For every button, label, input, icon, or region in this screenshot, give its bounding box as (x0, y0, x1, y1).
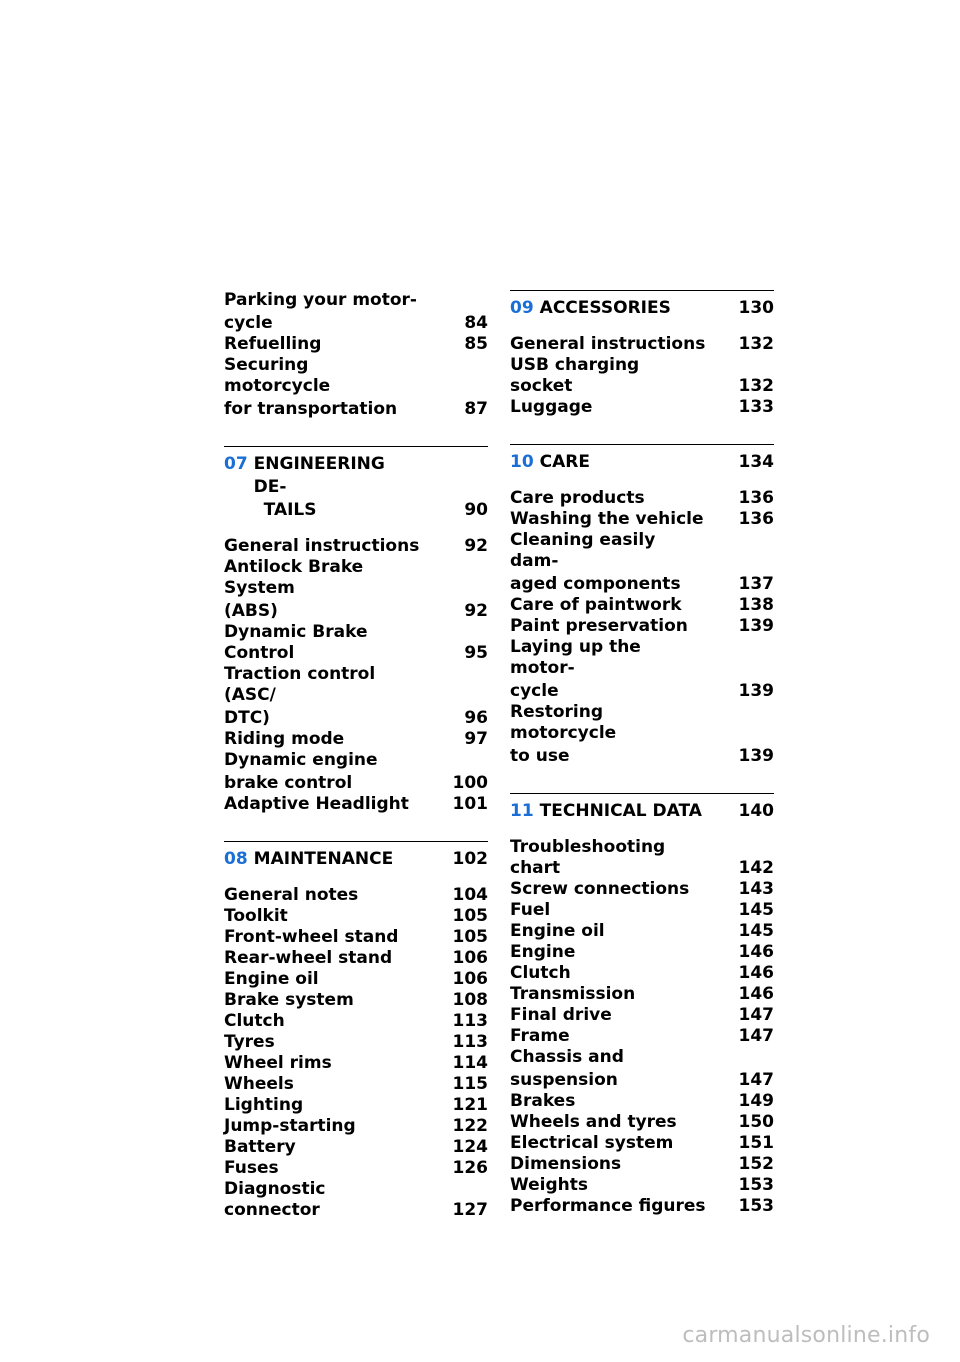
toc-entry-title (510, 637, 718, 702)
toc-entry-title (224, 1179, 432, 1221)
toc-entry-title-line: Adaptive Headlight (224, 794, 409, 814)
toc-entry-title-line: Jump-starting (224, 1116, 356, 1136)
toc-section (510, 793, 774, 1217)
toc-entry[interactable] (224, 750, 488, 794)
toc-entry-title (224, 557, 432, 622)
toc-entry-page: 139 (738, 681, 774, 701)
toc-entry-title-line: Antilock Brake System (224, 557, 364, 598)
toc-entry[interactable] (510, 942, 774, 963)
toc-entry-title (510, 1133, 718, 1154)
toc-entry-title (510, 1005, 718, 1026)
toc-entry[interactable] (224, 664, 488, 729)
section-title-line: TECHNICAL DATA (539, 801, 702, 821)
toc-entry-title-line: Electrical system (510, 1133, 674, 1153)
toc-entry[interactable] (224, 355, 488, 420)
toc-entry-page: 115 (452, 1074, 488, 1094)
toc-entry-title (510, 530, 718, 595)
toc-entry-title-line: Brake system (224, 990, 354, 1010)
toc-section-heading[interactable] (510, 444, 774, 474)
toc-entry-title (224, 536, 432, 557)
toc-entry[interactable] (224, 334, 488, 355)
section-number: 10 (510, 452, 534, 472)
toc-entry-page: 114 (452, 1053, 488, 1073)
toc-entry-title (224, 334, 432, 355)
toc-entry-title (510, 595, 718, 616)
section-page: 102 (452, 849, 488, 869)
section-title (540, 800, 718, 823)
toc-entry-title-line: Wheel rims (224, 1053, 332, 1073)
toc-entry-title-line: Riding mode (224, 729, 345, 749)
toc-entry-title-line: aged components (510, 574, 681, 594)
toc-entry-title (510, 837, 718, 879)
toc-entry-title-line: for transportation (224, 399, 398, 419)
toc-entry[interactable] (510, 595, 774, 616)
toc-entry-title (510, 921, 718, 942)
toc-entry-title (224, 1074, 432, 1095)
toc-entry-title-line: Dynamic Brake Control (224, 622, 368, 663)
toc-entry-page: 147 (738, 1005, 774, 1025)
toc-entry-page: 87 (464, 399, 488, 419)
toc-entry-page: 132 (738, 376, 774, 396)
section-title-line: TAILS (263, 500, 317, 520)
toc-entry[interactable] (510, 984, 774, 1005)
toc-entry-page: 147 (738, 1070, 774, 1090)
toc-entry-title-line: Care products (510, 488, 645, 508)
toc-entry-page: 105 (452, 927, 488, 947)
toc-entry-page: 96 (464, 708, 488, 728)
toc-entry[interactable] (510, 530, 774, 595)
toc-entry-title (224, 729, 432, 750)
toc-entry-title (224, 1137, 432, 1158)
toc-entry-page: 92 (464, 536, 488, 556)
toc-entry-title-line: General instructions (510, 334, 706, 354)
toc-entry-page: 139 (738, 746, 774, 766)
section-title-line: ENGINEERING DE- (253, 454, 385, 497)
toc-entry-page: 138 (738, 595, 774, 615)
toc-entry-page: 137 (738, 574, 774, 594)
toc-entry-page: 92 (464, 601, 488, 621)
section-title (540, 297, 718, 320)
toc-entry-page: 136 (738, 509, 774, 529)
toc-entry-title-line: Laying up the motor- (510, 637, 641, 678)
toc-entry[interactable] (510, 1133, 774, 1154)
toc-entry-title-line: Fuel (510, 900, 551, 920)
toc-entry[interactable] (224, 1053, 488, 1074)
section-number: 09 (510, 298, 534, 318)
toc-entry-page: 146 (738, 984, 774, 1004)
toc-entry[interactable] (510, 1005, 774, 1026)
toc-entry[interactable] (224, 1116, 488, 1137)
section-title (254, 848, 432, 871)
toc-entry-page: 145 (738, 900, 774, 920)
toc-entry-title-line: Engine oil (224, 969, 319, 989)
toc-entry[interactable] (224, 927, 488, 948)
section-number: 11 (510, 801, 534, 821)
toc-entry-title (224, 750, 432, 794)
watermark-text: carmanualsonline.info (682, 1323, 930, 1348)
toc-entry-title (224, 969, 432, 990)
toc-entry-title-line: Securing motorcycle (224, 355, 331, 396)
toc-entry-title-line: Performance figures (510, 1196, 706, 1216)
toc-entry-title (224, 1053, 432, 1074)
toc-entry-title-line: Rear-wheel stand (224, 948, 393, 968)
toc-entry-title-line: Paint preservation (510, 616, 688, 636)
toc-entry-page: 104 (452, 885, 488, 905)
section-page: 134 (738, 452, 774, 472)
toc-entry-title-line: DTC) (224, 708, 270, 728)
toc-entry[interactable] (224, 885, 488, 906)
toc-entry-title (224, 794, 432, 815)
toc-entry-page: 121 (452, 1095, 488, 1115)
toc-entry-title-line: Diagnostic connector (224, 1179, 326, 1220)
toc-entry[interactable] (224, 1179, 488, 1221)
toc-entry-title (510, 1175, 718, 1196)
toc-entry[interactable] (510, 1026, 774, 1047)
section-number: 08 (224, 849, 248, 869)
toc-entry-page: 85 (464, 334, 488, 354)
toc-entry-title (510, 963, 718, 984)
toc-entry-page: 149 (738, 1091, 774, 1111)
toc-entry-title (510, 1196, 718, 1217)
toc-entry[interactable] (510, 1196, 774, 1217)
toc-entry-title-line: brake control (224, 773, 353, 793)
toc-entry-title-line: General instructions (224, 536, 420, 556)
toc-entry-title-line: to use (510, 746, 570, 766)
toc-entry-title (510, 397, 718, 418)
toc-entry-title (224, 355, 432, 420)
section-gap (510, 767, 774, 793)
toc-entry[interactable] (510, 1091, 774, 1112)
toc-entry-title-line: Tyres (224, 1032, 275, 1052)
toc-entry-page: 153 (738, 1175, 774, 1195)
toc-entry-title (510, 900, 718, 921)
section-title-line: CARE (539, 452, 591, 472)
toc-entry-page: 142 (738, 858, 774, 878)
toc-entry-title (510, 1112, 718, 1133)
toc-entry-title-line: Cleaning easily dam- (510, 530, 656, 571)
toc-entry-title (224, 990, 432, 1011)
toc-entry[interactable] (510, 616, 774, 637)
toc-entry-title (224, 290, 432, 334)
toc-entry-title-line: Engine oil (510, 921, 605, 941)
toc-entry[interactable] (224, 969, 488, 990)
toc-entry[interactable] (224, 1095, 488, 1116)
toc-entry-page: 146 (738, 963, 774, 983)
toc-entry-page: 127 (452, 1200, 488, 1220)
toc-entry-page: 100 (452, 773, 488, 793)
toc-entry[interactable] (510, 963, 774, 984)
toc-right-column (510, 290, 774, 1217)
toc-entry-title-line: Wheels (224, 1074, 294, 1094)
toc-entry-title-line: Lighting (224, 1095, 304, 1115)
toc-section (224, 446, 488, 815)
toc-section (224, 841, 488, 1221)
section-title (254, 453, 432, 522)
toc-entry[interactable] (224, 729, 488, 750)
toc-entry[interactable] (510, 837, 774, 879)
toc-entry-title-line: Restoring motorcycle (510, 702, 617, 743)
toc-entry[interactable] (224, 1158, 488, 1179)
toc-section-heading[interactable] (510, 793, 774, 823)
toc-entry-page: 122 (452, 1116, 488, 1136)
toc-entry-title (510, 984, 718, 1005)
toc-entry-title-line: Frame (510, 1026, 570, 1046)
toc-entry-title (224, 906, 432, 927)
toc-entry-title-line: Luggage (510, 397, 593, 417)
toc-entry[interactable] (224, 794, 488, 815)
toc-entry-title-line: General notes (224, 885, 359, 905)
toc-entry-title-line: Transmission (510, 984, 636, 1004)
toc-entry-title (224, 1116, 432, 1137)
toc-entry[interactable] (510, 921, 774, 942)
toc-entry-title-line: cycle (224, 313, 273, 333)
toc-entry[interactable] (510, 509, 774, 530)
toc-entry-page: 143 (738, 879, 774, 899)
toc-entry-page: 126 (452, 1158, 488, 1178)
toc-entry-title (510, 942, 718, 963)
toc-entry-page: 105 (452, 906, 488, 926)
toc-entry-title (510, 879, 718, 900)
toc-entry-title (510, 1047, 718, 1091)
section-page: 90 (464, 500, 488, 520)
toc-entry[interactable] (510, 637, 774, 702)
toc-entry-page: 132 (738, 334, 774, 354)
toc-entry-title-line: Toolkit (224, 906, 288, 926)
toc-section-heading[interactable] (510, 290, 774, 320)
toc-entry[interactable] (510, 1112, 774, 1133)
section-title (540, 451, 718, 474)
toc-entry-title-line: Weights (510, 1175, 589, 1195)
toc-entry[interactable] (224, 557, 488, 622)
toc-entry-page: 150 (738, 1112, 774, 1132)
toc-entry-title (224, 1158, 432, 1179)
toc-entry-page: 97 (464, 729, 488, 749)
section-number: 07 (224, 454, 248, 474)
toc-entry-title (224, 622, 432, 664)
toc-entry-title (224, 948, 432, 969)
toc-entry-title (224, 1032, 432, 1053)
toc-entry-title-line: Care of paintwork (510, 595, 682, 615)
toc-entry-title-line: Screw connections (510, 879, 690, 899)
toc-entry-title-line: Fuses (224, 1158, 279, 1178)
toc-entry[interactable] (510, 1047, 774, 1091)
toc-entry[interactable] (224, 990, 488, 1011)
toc-entry-title-line: Dimensions (510, 1154, 622, 1174)
toc-entry-page: 101 (452, 794, 488, 814)
toc-entry-title-line: Battery (224, 1137, 296, 1157)
toc-entry[interactable] (224, 906, 488, 927)
toc-entry[interactable] (224, 1137, 488, 1158)
toc-entry[interactable] (510, 488, 774, 509)
toc-entry[interactable] (510, 397, 774, 418)
toc-entry-title (510, 1091, 718, 1112)
toc-entry-title (224, 927, 432, 948)
toc-entry-title-line: Wheels and tyres (510, 1112, 677, 1132)
toc-entry-page: 146 (738, 942, 774, 962)
toc-entry[interactable] (510, 879, 774, 900)
toc-entry-title (224, 1095, 432, 1116)
toc-entry-title (510, 702, 718, 767)
toc-entry-page: 133 (738, 397, 774, 417)
toc-entry-title-line: Engine (510, 942, 576, 962)
toc-left-column (224, 290, 488, 1221)
toc-section (510, 290, 774, 418)
section-page: 130 (738, 298, 774, 318)
toc-entry-title-line: Washing the vehicle (510, 509, 704, 529)
toc-entry[interactable] (224, 622, 488, 664)
toc-entry[interactable] (510, 355, 774, 397)
toc-entry-title (510, 355, 718, 397)
toc-entry[interactable] (510, 1154, 774, 1175)
toc-entry-page: 147 (738, 1026, 774, 1046)
toc-section (510, 444, 774, 767)
toc-entry-title-line: Troubleshooting chart (510, 837, 666, 878)
toc-entry-page: 139 (738, 616, 774, 636)
toc-entry-title-line: Front-wheel stand (224, 927, 399, 947)
toc-section-heading[interactable] (224, 446, 488, 522)
section-title-line: MAINTENANCE (253, 849, 394, 869)
toc-entry[interactable] (510, 900, 774, 921)
toc-entry-page: 152 (738, 1154, 774, 1174)
toc-entry[interactable] (224, 1032, 488, 1053)
toc-entry-title-line: (ABS) (224, 601, 278, 621)
toc-entry-title (224, 885, 432, 906)
toc-entry-title-line: cycle (510, 681, 559, 701)
toc-entry-title-line: USB charging socket (510, 355, 640, 396)
toc-entry-title-line: Final drive (510, 1005, 612, 1025)
toc-entry-title-line: Dynamic engine (224, 750, 378, 770)
toc-entry-page: 124 (452, 1137, 488, 1157)
toc-entry[interactable] (224, 290, 488, 334)
section-title-line: ACCESSORIES (539, 298, 671, 318)
section-gap (224, 420, 488, 446)
toc-entry[interactable] (510, 702, 774, 767)
toc-entry[interactable] (510, 1175, 774, 1196)
toc-entry-page: 106 (452, 969, 488, 989)
toc-entry-page: 84 (464, 313, 488, 333)
toc-entry-title (510, 509, 718, 530)
toc-entry-page: 108 (452, 990, 488, 1010)
toc-entry-page: 106 (452, 948, 488, 968)
toc-entry[interactable] (224, 1074, 488, 1095)
toc-entry-title-line: Clutch (224, 1011, 285, 1031)
section-gap (224, 815, 488, 841)
toc-entry-title (510, 334, 718, 355)
toc-entry-title-line: Brakes (510, 1091, 576, 1111)
toc-entry-title-line: Traction control (ASC/ (224, 664, 376, 705)
section-gap (510, 418, 774, 444)
toc-entry-title (224, 1011, 432, 1032)
toc-entry-page: 113 (452, 1032, 488, 1052)
toc-entry-title-line: Clutch (510, 963, 571, 983)
toc-entry-page: 151 (738, 1133, 774, 1153)
toc-entry[interactable] (224, 1011, 488, 1032)
toc-entry-title (510, 1026, 718, 1047)
toc-entry-title-line: Refuelling (224, 334, 322, 354)
toc-section-heading[interactable] (224, 841, 488, 871)
toc-entry[interactable] (224, 948, 488, 969)
section-page: 140 (738, 801, 774, 821)
toc-entry-page: 113 (452, 1011, 488, 1031)
toc-entry-page: 145 (738, 921, 774, 941)
toc-entry-page: 153 (738, 1196, 774, 1216)
toc-entry-title-line: suspension (510, 1070, 618, 1090)
toc-entry-title (224, 664, 432, 729)
toc-entry-page: 136 (738, 488, 774, 508)
toc-entry-title (510, 616, 718, 637)
toc-entry-title-line: Chassis and (510, 1047, 624, 1067)
toc-entry-title (510, 488, 718, 509)
toc-entry-page: 95 (464, 643, 488, 663)
toc-entry-title (510, 1154, 718, 1175)
toc-entry[interactable] (224, 536, 488, 557)
toc-entry-title-line: Parking your motor- (224, 290, 417, 310)
toc-entry[interactable] (510, 334, 774, 355)
